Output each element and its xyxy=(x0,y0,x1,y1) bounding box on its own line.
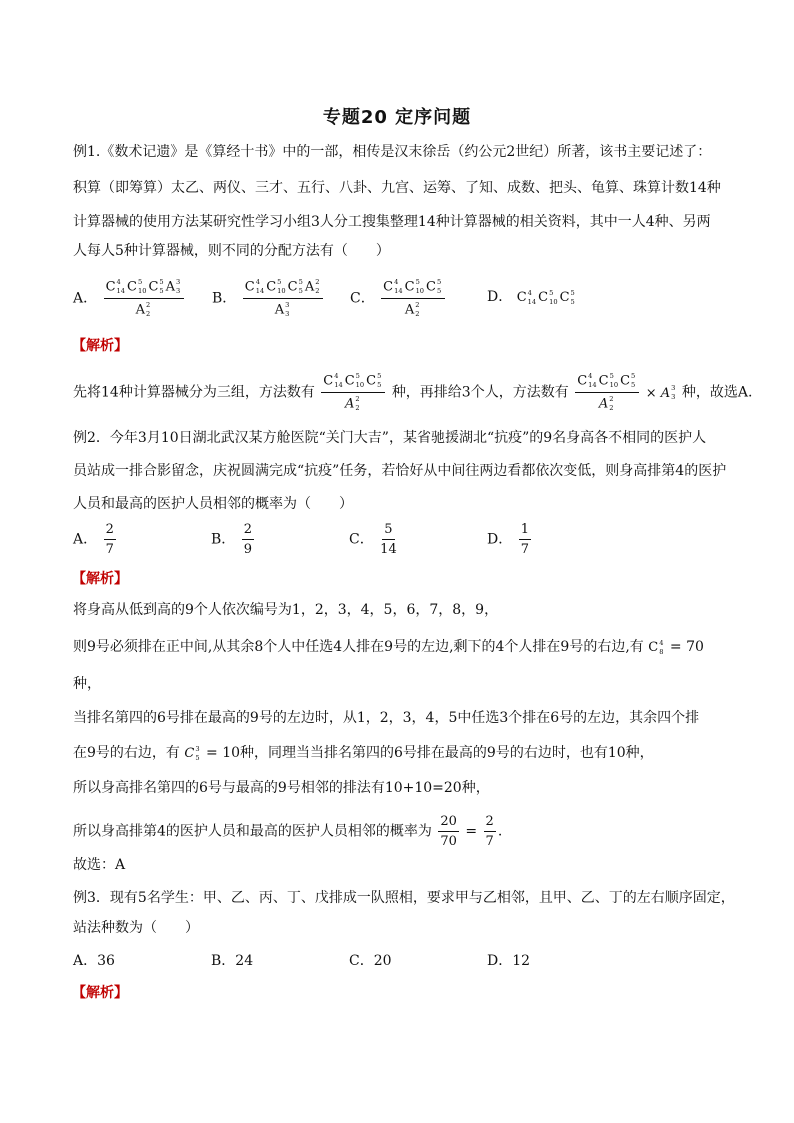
option-d-label: D． xyxy=(487,289,513,305)
ex2-line-3: 人员和最高的医护人员相邻的概率为（ ） xyxy=(73,496,353,512)
ex2-line-1: 例2．今年3月10日湖北武汉某方舱医院“关门大吉”，某省驰援湖北“抗疫”的9名身高各不相同的医护人 xyxy=(73,430,707,446)
ex1-line-2: 积算（即筹算）太乙、两仪、三才、五行、八卦、九宫、运筹、了知、成数、把头、龟算、珠算计数14种 xyxy=(73,180,721,196)
ex1-solution-part-a: 先将14种计算器械分为三组，方法数有 xyxy=(73,384,315,401)
ex2-analysis-heading: 【解析】 xyxy=(72,571,128,587)
ex2-solution-line-2-eq: = 70 xyxy=(669,639,704,655)
ex1-solution-part-b: 种，再排给3个人，方法数有 xyxy=(391,384,569,401)
ex2-solution-line-7-text: 所以身高排第4的医护人员和最高的医护人员相邻的概率为 xyxy=(73,823,432,840)
ex2-c-denominator: 14 xyxy=(380,542,397,557)
ex2-option-b xyxy=(211,522,256,557)
ex3-line-1: 例3．现有5名学生：甲、乙、丙、丁、戊排成一队照相，要求甲与乙相邻，且甲、乙、丁的左右顺序固定， xyxy=(73,890,735,906)
ex1-option-a xyxy=(73,278,186,319)
ex2-line-2: 员站成一排合影留念，庆祝圆满完成“抗疫”任务，若恰好从中间往两边看都依次变低，则身高排第4的医护 xyxy=(73,463,727,479)
ex2-d-numerator: 1 xyxy=(519,522,531,540)
ex2-solution-line-5-b: = 10种，同理当当排名第四的6号排在最高的9号的右边时，也有10种， xyxy=(206,745,654,761)
option-c-label: C． xyxy=(349,531,374,548)
ex1-option-d: D． C 4 14 C 5 10 C 5 5 xyxy=(487,288,575,306)
ex2-prob-numerator-1: 20 xyxy=(438,814,459,832)
ex2-prob-equals: = xyxy=(465,823,478,840)
ex2-a-numerator: 2 xyxy=(104,522,116,540)
ex2-prob-numerator-2: 2 xyxy=(484,814,496,832)
ex2-c-numerator: 5 xyxy=(382,522,394,540)
ex1-solution-part-c: 种，故选A. xyxy=(681,384,753,401)
ex2-answer: 故选：A xyxy=(73,857,126,873)
ex2-b-numerator: 2 xyxy=(242,522,254,540)
ex2-prob-period: . xyxy=(497,823,503,840)
ex1-analysis-heading: 【解析】 xyxy=(72,338,128,354)
ex1-line-4: 人每人5种计算器械，则不同的分配方法有（ ） xyxy=(73,243,390,259)
ex2-b-denominator: 9 xyxy=(243,542,253,557)
ex3-option-a: A．36 xyxy=(73,953,115,969)
ex1-line-3: 计算器械的使用方法某研究性学习小组3人分工搜集整理14种计算器械的相关资料，其中一人4种、另两 xyxy=(73,214,711,230)
ex2-solution-line-7 xyxy=(73,814,502,849)
ex1-option-c xyxy=(350,278,447,319)
ex2-d-denominator: 7 xyxy=(520,542,529,557)
ex2-solution-line-2: 则9号必须排在正中间,从其余8个人中任选4人排在9号的左边,剩下的4个人排在9号的右边,有 C 4 8 = 70 xyxy=(73,638,704,656)
option-b-label: B． xyxy=(212,290,237,307)
ex1-option-a-fraction: C 4 14 C 5 10 C 5 5 A 3 3 A 2 2 xyxy=(104,278,185,319)
option-d-label: D． xyxy=(487,531,513,548)
ex1-solution-fraction-2: C 4 14 C 5 10 C 5 5 A 2 2 xyxy=(575,372,639,413)
ex1-solution-fraction-1: C 4 14 C 5 10 C 5 5 A 2 2 xyxy=(321,372,385,413)
ex2-option-c xyxy=(349,522,399,557)
ex2-solution-line-1: 将身高从低到高的9个人依次编号为1，2，3，4，5，6，7，8，9， xyxy=(73,602,499,618)
ex2-solution-line-5-a: 在9号的右边，有 xyxy=(73,745,180,761)
ex1-solution: 先将14种计算器械分为三组，方法数有 C 4 14 C 5 10 C 5 5 A 2 2 种，再排给3个人，方法数有 C 4 14 C 5 10 C 5 5 A 2 2 × A 3 3 种，故选A. xyxy=(73,372,753,412)
ex2-solution-line-3: 种， xyxy=(73,676,101,692)
option-a-label: A． xyxy=(73,531,98,548)
option-a-label: A． xyxy=(73,290,98,307)
ex2-solution-line-6: 所以身高排名第四的6号与最高的9号相邻的排法有10+10=20种， xyxy=(73,780,490,796)
ex3-option-b: B．24 xyxy=(211,953,254,969)
ex2-option-a xyxy=(73,522,118,557)
ex2-solution-line-4: 当排名第四的6号排在最高的9号的左边时，从1，2，3，4，5中任选3个排在6号的左边，其余四个排 xyxy=(73,710,700,726)
option-b-label: B． xyxy=(211,531,236,548)
page-title: 专题20 定序问题 xyxy=(322,107,472,128)
ex2-prob-denominator-2: 7 xyxy=(485,834,494,849)
ex1-option-b-fraction: C 4 14 C 5 10 C 5 5 A 2 2 A 3 3 xyxy=(243,278,324,319)
ex2-solution-line-2-text: 则9号必须排在正中间,从其余8个人中任选4人排在9号的左边,剩下的4个人排在9号的右边,有 xyxy=(73,639,644,655)
ex1-option-b xyxy=(212,278,325,319)
ex2-prob-denominator-1: 70 xyxy=(440,834,457,849)
ex1-line-1: 例1.《数术记遗》是《算经十书》中的一部，相传是汉末徐岳（约公元2世纪）所著，该书主要记述了： xyxy=(73,144,712,160)
ex3-option-c: C．20 xyxy=(349,953,392,969)
ex2-option-d xyxy=(487,522,533,557)
ex3-option-d: D．12 xyxy=(487,953,531,969)
ex1-option-c-fraction: C 4 14 C 5 10 C 5 5 A 2 2 xyxy=(381,278,445,319)
ex3-analysis-heading: 【解析】 xyxy=(72,985,128,1001)
ex3-line-2: 站法种数为（ ） xyxy=(73,920,199,936)
option-c-label: C． xyxy=(350,290,375,307)
ex2-solution-line-5: 在9号的右边，有 C 3 5 = 10种，同理当当排名第四的6号排在最高的9号的右边时，也有10种， xyxy=(73,744,654,762)
ex2-a-denominator: 7 xyxy=(105,542,114,557)
